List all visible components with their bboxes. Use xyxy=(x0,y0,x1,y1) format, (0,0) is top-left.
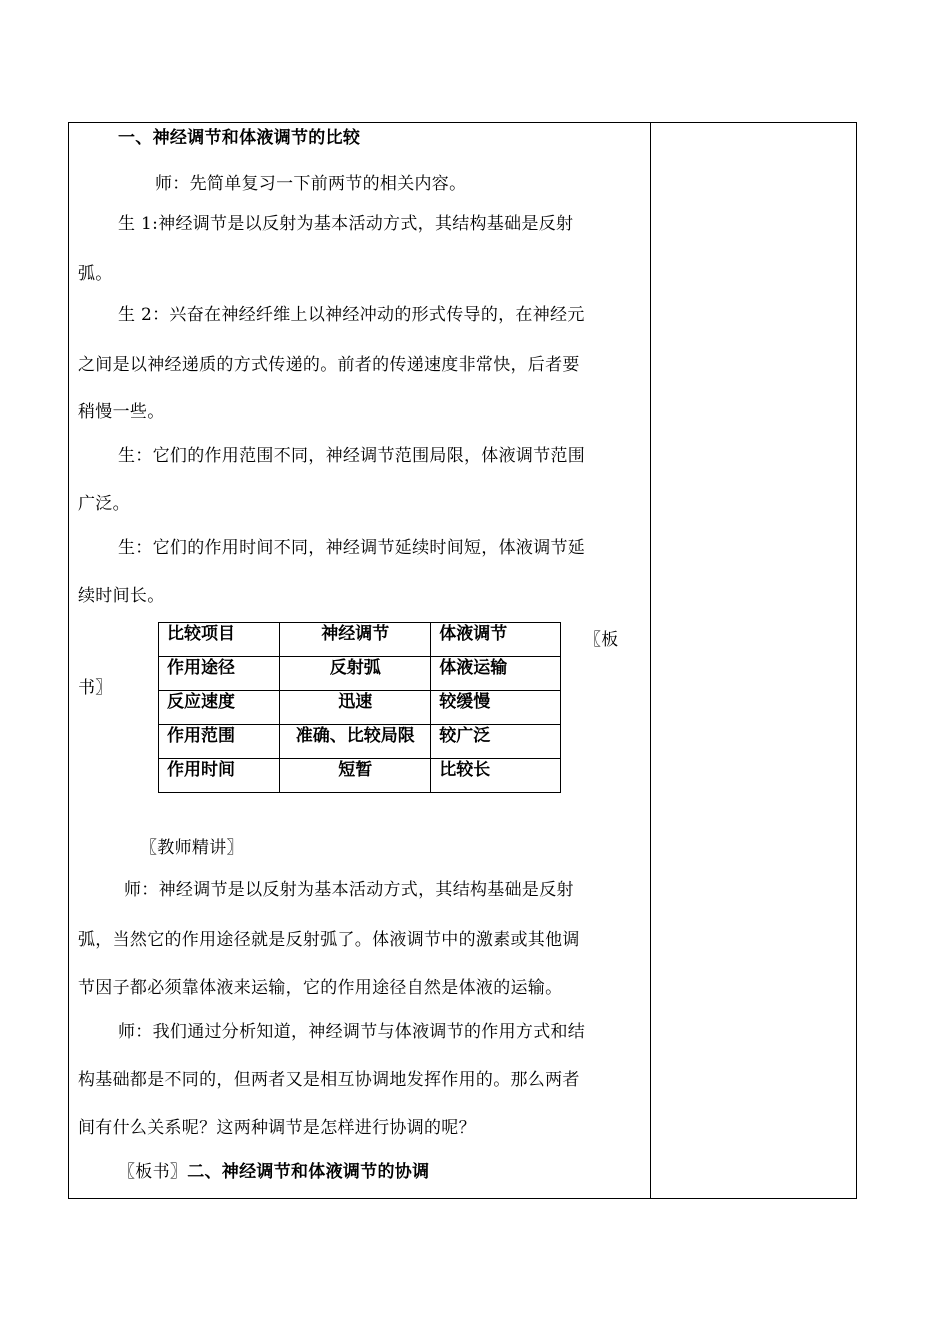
table-row xyxy=(159,725,561,759)
paragraph-student2-line2: 之间是以神经递质的方式传递的。前者的传递速度非常快，后者要 xyxy=(78,355,580,375)
table-cell: 体液运输 xyxy=(431,657,561,691)
paragraph-student4-line1: 生：它们的作用时间不同，神经调节延续时间短，体液调节延 xyxy=(118,538,586,558)
teacher-explanation-label: 〖教师精讲〗 xyxy=(140,838,244,858)
paragraph-student2-line3: 稍慢一些。 xyxy=(78,402,165,422)
board-label-part2: 书〗 xyxy=(78,678,113,698)
table-row xyxy=(159,759,561,793)
table-cell: 准确、比较局限 xyxy=(280,725,431,759)
table-cell: 作用时间 xyxy=(159,759,280,793)
paragraph-teacher1-line2: 弧，当然它的作用途径就是反射弧了。体液调节中的激素或其他调 xyxy=(78,930,580,950)
board-label-part1: 〖板 xyxy=(584,630,619,650)
table-cell: 反射弧 xyxy=(280,657,431,691)
table-cell: 较广泛 xyxy=(431,725,561,759)
board-prefix: 〖板书〗 xyxy=(118,1162,188,1182)
table-cell: 较缓慢 xyxy=(431,691,561,725)
section-title-2: 二、神经调节和体液调节的协调 xyxy=(187,1162,430,1182)
paragraph-student1-line2: 弧。 xyxy=(78,264,113,284)
table-row xyxy=(159,657,561,691)
column-divider xyxy=(650,122,651,1199)
paragraph-student2-line1: 生 2：兴奋在神经纤维上以神经冲动的形式传导的，在神经元 xyxy=(118,305,585,325)
section-title-2-row xyxy=(118,1160,429,1184)
paragraph-student4-line2: 续时间长。 xyxy=(78,586,165,606)
paragraph-teacher2-line1: 师：我们通过分析知道，神经调节与体液调节的作用方式和结 xyxy=(118,1022,586,1042)
table-cell: 比较长 xyxy=(431,759,561,793)
table-cell: 迅速 xyxy=(280,691,431,725)
paragraph-teacher-review: 师：先简单复习一下前两节的相关内容。 xyxy=(155,174,467,194)
table-cell: 反应速度 xyxy=(159,691,280,725)
table-cell: 作用范围 xyxy=(159,725,280,759)
table-row xyxy=(159,623,561,657)
paragraph-teacher2-line2: 构基础都是不同的，但两者又是相互协调地发挥作用的。那么两者 xyxy=(78,1070,580,1090)
section-title-1: 一、神经调节和体液调节的比较 xyxy=(118,128,361,148)
paragraph-student3-line1: 生：它们的作用范围不同，神经调节范围局限，体液调节范围 xyxy=(118,446,586,466)
table-row xyxy=(159,691,561,725)
table-cell: 体液调节 xyxy=(431,623,561,657)
table-cell: 作用途径 xyxy=(159,657,280,691)
paragraph-teacher1-line3: 节因子都必须靠体液来运输，它的作用途径自然是体液的运输。 xyxy=(78,978,563,998)
comparison-table xyxy=(158,622,561,793)
table-cell: 神经调节 xyxy=(280,623,431,657)
paragraph-student3-line2: 广泛。 xyxy=(78,494,130,514)
paragraph-teacher2-line3: 间有什么关系呢？这两种调节是怎样进行协调的呢？ xyxy=(78,1118,476,1138)
paragraph-teacher1-line1: 师：神经调节是以反射为基本活动方式，其结构基础是反射 xyxy=(124,880,574,900)
table-cell: 短暂 xyxy=(280,759,431,793)
table-cell: 比较项目 xyxy=(159,623,280,657)
paragraph-student1-line1: 生 1:神经调节是以反射为基本活动方式，其结构基础是反射 xyxy=(118,214,574,234)
